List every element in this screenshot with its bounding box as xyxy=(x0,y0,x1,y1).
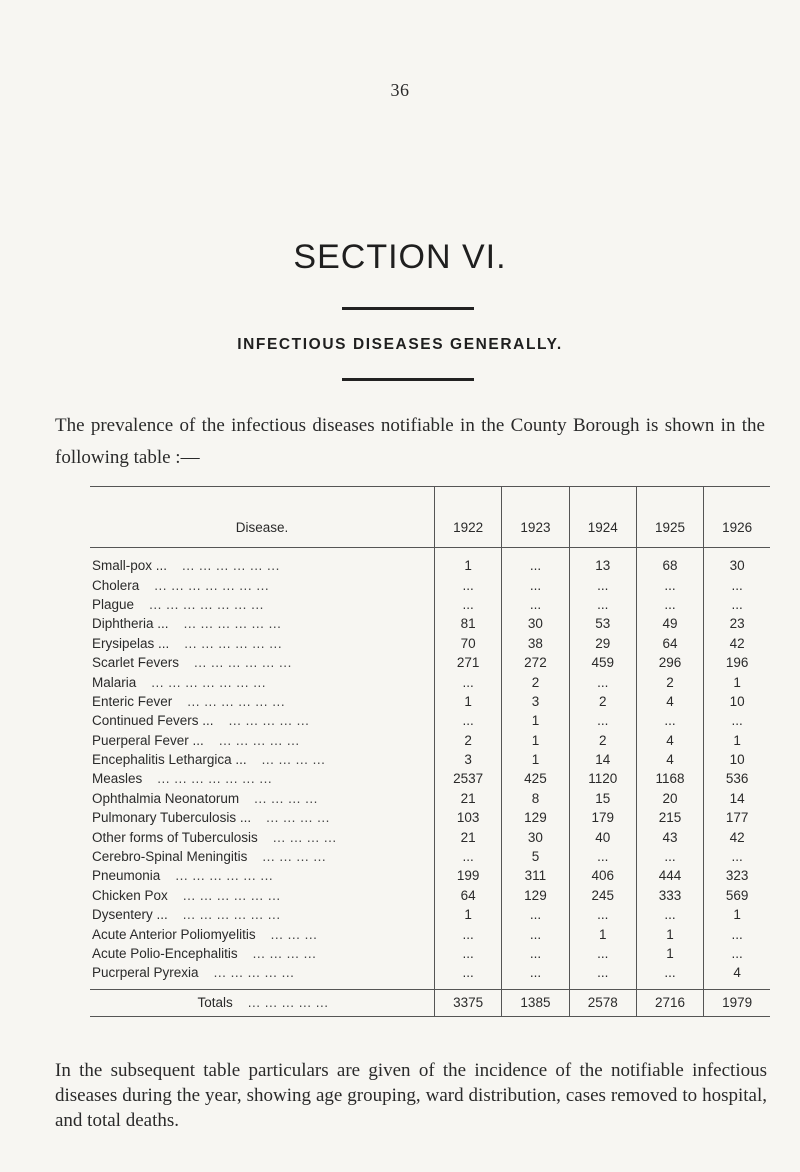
leader-dots: ... ... ... ... ... ... xyxy=(184,635,283,651)
disease-name: Ophthalmia Neonatorum xyxy=(92,790,240,806)
table-cell: 30 xyxy=(502,827,569,846)
table-cell: ... xyxy=(569,575,636,594)
disease-table xyxy=(90,486,770,1017)
header-year: 1922 xyxy=(435,487,502,548)
table-cell: 2 xyxy=(636,672,703,691)
table-row xyxy=(90,808,770,827)
table-cell: 64 xyxy=(435,886,502,905)
table-cell: 81 xyxy=(435,614,502,633)
header-year: 1923 xyxy=(502,487,569,548)
table-cell: 177 xyxy=(704,808,770,827)
leader-dots: ... ... ... ... ... ... ... xyxy=(151,674,267,690)
disease-name: Dysentery ... xyxy=(92,907,168,923)
intro-paragraph: The prevalence of the infectious diseases notifiable in the County Borough is shown in the following table :— xyxy=(55,415,765,468)
table-cell: 13 xyxy=(569,548,636,576)
table-cell: 21 xyxy=(435,789,502,808)
table-row xyxy=(90,827,770,846)
table-cell: ... xyxy=(636,905,703,924)
table-row xyxy=(90,905,770,924)
table-cell: 179 xyxy=(569,808,636,827)
leader-dots: ... ... ... ... ... ... ... xyxy=(149,596,264,612)
disease-name: Malaria xyxy=(92,674,137,690)
table-cell: 30 xyxy=(704,548,770,576)
disease-name-cell xyxy=(90,614,435,633)
table-cell: 1 xyxy=(435,692,502,711)
leader-dots: ... ... ... ... ... ... xyxy=(187,693,286,709)
table-cell: 103 xyxy=(435,808,502,827)
table-cell: 21 xyxy=(435,827,502,846)
table-cell: 199 xyxy=(435,866,502,885)
table-cell: ... xyxy=(704,847,770,866)
table-row xyxy=(90,924,770,943)
disease-name-cell xyxy=(90,769,435,788)
table-row xyxy=(90,886,770,905)
table-cell: 129 xyxy=(502,886,569,905)
table-cell: 444 xyxy=(636,866,703,885)
disease-name-cell xyxy=(90,634,435,653)
table-row xyxy=(90,944,770,963)
table-cell: ... xyxy=(435,672,502,691)
table-row xyxy=(90,653,770,672)
leader-dots: ... ... ... ... xyxy=(266,810,330,826)
table-cell: 1 xyxy=(569,924,636,943)
table-cell: 2 xyxy=(435,731,502,750)
disease-name-cell xyxy=(90,808,435,827)
leader-dots: ... ... ... ... xyxy=(261,752,326,768)
disease-name-cell xyxy=(90,548,435,576)
table-cell: ... xyxy=(636,711,703,730)
table-cell: 311 xyxy=(502,866,569,885)
leader-dots: ... ... ... xyxy=(270,926,318,942)
disease-name: Encephalitis Lethargica ... xyxy=(92,752,247,768)
table-cell: ... xyxy=(704,575,770,594)
table-cell: ... xyxy=(502,905,569,924)
leader-dots: ... ... ... ... ... ... ... xyxy=(154,577,270,593)
table-cell: ... xyxy=(502,595,569,614)
table-cell: ... xyxy=(704,924,770,943)
table-cell: ... xyxy=(435,575,502,594)
table-cell: 1 xyxy=(636,924,703,943)
disease-name: Pulmonary Tuberculosis ... xyxy=(92,810,252,826)
disease-name-cell xyxy=(90,789,435,808)
leader-dots: ... ... ... ... ... ... xyxy=(194,655,292,671)
disease-name: Plague xyxy=(92,596,135,612)
table-cell: 272 xyxy=(502,653,569,672)
totals-row xyxy=(90,989,770,1016)
table-cell: 271 xyxy=(435,653,502,672)
disease-name: Enteric Fever xyxy=(92,693,173,709)
disease-name-cell xyxy=(90,750,435,769)
table-cell: 68 xyxy=(636,548,703,576)
table-cell: 1 xyxy=(435,548,502,576)
table-cell: ... xyxy=(569,963,636,989)
disease-name-cell xyxy=(90,905,435,924)
table-cell: 10 xyxy=(704,750,770,769)
table-cell: 1168 xyxy=(636,769,703,788)
table-cell: ... xyxy=(502,944,569,963)
table-cell: 10 xyxy=(704,692,770,711)
table-cell: 536 xyxy=(704,769,770,788)
table-cell: 4 xyxy=(704,963,770,989)
disease-name: Scarlet Fevers xyxy=(92,655,180,671)
table-cell: 42 xyxy=(704,827,770,846)
table-row xyxy=(90,789,770,808)
table-cell: ... xyxy=(502,548,569,576)
disease-name-cell xyxy=(90,731,435,750)
leader-dots: ... ... ... ... xyxy=(262,849,327,865)
disease-name-cell xyxy=(90,847,435,866)
leader-dots: ... ... ... ... xyxy=(272,829,337,845)
table-body xyxy=(90,548,770,990)
leader-dots: ... ... ... ... ... ... xyxy=(175,868,274,884)
table-cell: 38 xyxy=(502,634,569,653)
table-cell: 3375 xyxy=(435,989,502,1016)
disease-name: Measles xyxy=(92,771,143,787)
table-row xyxy=(90,548,770,576)
table-row xyxy=(90,672,770,691)
leader-dots: ... ... ... ... ... xyxy=(228,713,310,729)
table-cell: 4 xyxy=(636,750,703,769)
disease-name-cell xyxy=(90,575,435,594)
leader-dots: ... ... ... ... ... ... xyxy=(182,887,281,903)
table-cell: 2 xyxy=(569,692,636,711)
disease-name-cell xyxy=(90,886,435,905)
table-row xyxy=(90,614,770,633)
table-cell: 2716 xyxy=(636,989,703,1016)
leader-dots: ... ... ... ... ... xyxy=(247,995,329,1011)
table-cell: 4 xyxy=(636,692,703,711)
disease-name-cell xyxy=(90,827,435,846)
table-cell: ... xyxy=(704,595,770,614)
table-cell: ... xyxy=(636,595,703,614)
table-cell: 569 xyxy=(704,886,770,905)
table-cell: 5 xyxy=(502,847,569,866)
disease-name-cell xyxy=(90,653,435,672)
table-cell: 40 xyxy=(569,827,636,846)
table-cell: 406 xyxy=(569,866,636,885)
table-cell: 64 xyxy=(636,634,703,653)
table-cell: 1979 xyxy=(704,989,770,1016)
disease-name: Diphtheria ... xyxy=(92,616,169,632)
table-cell: 425 xyxy=(502,769,569,788)
table-cell: 333 xyxy=(636,886,703,905)
table-row xyxy=(90,731,770,750)
table-cell: 14 xyxy=(569,750,636,769)
table-cell: 70 xyxy=(435,634,502,653)
table-cell: 8 xyxy=(502,789,569,808)
table-cell: 245 xyxy=(569,886,636,905)
table-cell: 1 xyxy=(636,944,703,963)
disease-name-cell xyxy=(90,672,435,691)
disease-name: Pneumonia xyxy=(92,868,161,884)
section-subtitle: INFECTIOUS DISEASES GENERALLY. xyxy=(237,336,563,353)
table-cell: 1 xyxy=(502,750,569,769)
table-cell: 2 xyxy=(569,731,636,750)
table-cell: ... xyxy=(636,847,703,866)
table-cell: 1 xyxy=(435,905,502,924)
table-cell: 20 xyxy=(636,789,703,808)
table-row xyxy=(90,750,770,769)
leader-dots: ... ... ... ... xyxy=(252,946,317,961)
table-cell: 296 xyxy=(636,653,703,672)
disease-name: Cholera xyxy=(92,577,140,593)
header-year: 1925 xyxy=(636,487,703,548)
disease-name-cell xyxy=(90,963,435,989)
table-cell: 1385 xyxy=(502,989,569,1016)
disease-name-cell xyxy=(90,924,435,943)
disease-name: Other forms of Tuberculosis xyxy=(92,829,258,845)
table-header-row xyxy=(90,487,770,548)
table-cell: ... xyxy=(569,847,636,866)
table-cell: 15 xyxy=(569,789,636,808)
table-cell: ... xyxy=(569,595,636,614)
table-row xyxy=(90,575,770,594)
leader-dots: ... ... ... ... ... xyxy=(218,732,300,748)
table-row xyxy=(90,711,770,730)
divider-top xyxy=(342,307,474,310)
table-cell: 49 xyxy=(636,614,703,633)
table-cell: ... xyxy=(435,711,502,730)
table-cell: 3 xyxy=(435,750,502,769)
table-cell: 1120 xyxy=(569,769,636,788)
table-row xyxy=(90,769,770,788)
table-row xyxy=(90,963,770,989)
table-cell: 1 xyxy=(502,711,569,730)
table-cell: ... xyxy=(435,963,502,989)
disease-name: Continued Fevers ... xyxy=(92,713,214,729)
table-cell: 2578 xyxy=(569,989,636,1016)
table-cell: 459 xyxy=(569,653,636,672)
leader-dots: ... ... ... ... ... ... xyxy=(182,907,281,923)
table-cell: 2537 xyxy=(435,769,502,788)
table-cell: 215 xyxy=(636,808,703,827)
divider-bottom xyxy=(342,378,474,381)
disease-name: Puerperal Fever ... xyxy=(92,732,204,748)
table-cell: 53 xyxy=(569,614,636,633)
table-cell: 3 xyxy=(502,692,569,711)
disease-name: Cerebro-Spinal Meningitis xyxy=(92,849,248,865)
table-cell: ... xyxy=(569,672,636,691)
table-cell: ... xyxy=(704,944,770,963)
header-disease: Disease. xyxy=(90,487,435,548)
disease-name: Erysipelas ... xyxy=(92,635,170,651)
table-row xyxy=(90,866,770,885)
leader-dots: ... ... ... ... ... xyxy=(213,965,295,981)
disease-name-cell xyxy=(90,711,435,730)
table-cell: ... xyxy=(502,924,569,943)
table-cell: 1 xyxy=(502,731,569,750)
table-cell: ... xyxy=(569,711,636,730)
disease-name-cell xyxy=(90,944,435,963)
table-cell: 1 xyxy=(704,731,770,750)
disease-name: Small-pox ... xyxy=(92,558,168,574)
table-cell: ... xyxy=(502,575,569,594)
header-year: 1924 xyxy=(569,487,636,548)
leader-dots: ... ... ... ... ... ... xyxy=(183,616,282,632)
table-cell: 1 xyxy=(704,672,770,691)
outro-paragraph: In the subsequent table particulars are given of the incidence of the notifiable infectious diseases during the year, showing age grouping, ward distribution, cases removed to hospital, and total deaths. xyxy=(55,1060,767,1131)
disease-name-cell xyxy=(90,595,435,614)
totals-label xyxy=(90,989,435,1016)
totals-label-text: Totals xyxy=(197,995,233,1011)
table-cell: 196 xyxy=(704,653,770,672)
table-cell: 129 xyxy=(502,808,569,827)
disease-name: Acute Polio-Encephalitis xyxy=(92,946,238,961)
disease-name: Pucrperal Pyrexia xyxy=(92,965,199,981)
disease-name: Chicken Pox xyxy=(92,887,168,903)
table-cell: ... xyxy=(502,963,569,989)
table-cell: 323 xyxy=(704,866,770,885)
disease-name-cell xyxy=(90,692,435,711)
table-cell: ... xyxy=(435,924,502,943)
section-title: SECTION VI. xyxy=(293,238,507,276)
table-cell: 1 xyxy=(704,905,770,924)
table-cell: 30 xyxy=(502,614,569,633)
table-cell: ... xyxy=(569,905,636,924)
header-year: 1926 xyxy=(704,487,770,548)
disease-name-cell xyxy=(90,866,435,885)
table-cell: ... xyxy=(435,944,502,963)
table-row xyxy=(90,595,770,614)
page-number: 36 xyxy=(390,80,410,100)
table-row xyxy=(90,634,770,653)
table-cell: 14 xyxy=(704,789,770,808)
table-cell: ... xyxy=(435,847,502,866)
table-cell: ... xyxy=(435,595,502,614)
table-cell: 23 xyxy=(704,614,770,633)
table-row xyxy=(90,847,770,866)
table-cell: 4 xyxy=(636,731,703,750)
table-cell: ... xyxy=(636,575,703,594)
leader-dots: ... ... ... ... ... ... ... xyxy=(157,771,273,787)
table-cell: 43 xyxy=(636,827,703,846)
table-row xyxy=(90,692,770,711)
table-cell: 42 xyxy=(704,634,770,653)
table-cell: ... xyxy=(569,944,636,963)
table-cell: 2 xyxy=(502,672,569,691)
disease-name: Acute Anterior Poliomyelitis xyxy=(92,926,256,942)
table-cell: ... xyxy=(704,711,770,730)
table-cell: ... xyxy=(636,963,703,989)
leader-dots: ... ... ... ... ... ... xyxy=(182,558,280,574)
leader-dots: ... ... ... ... xyxy=(254,790,318,806)
table-cell: 29 xyxy=(569,634,636,653)
